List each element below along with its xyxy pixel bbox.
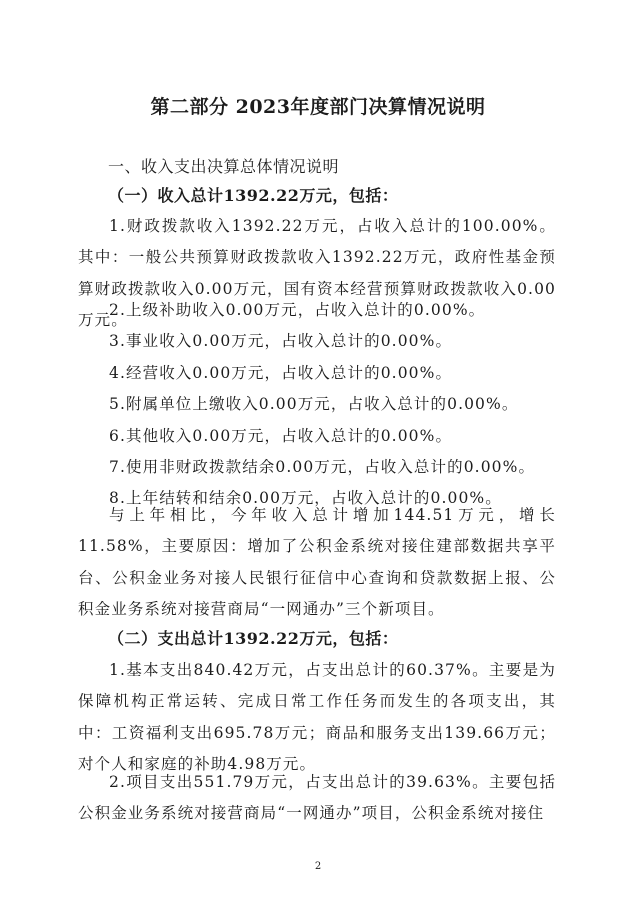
income-comparison-paragraph: 与上年相比，今年收入总计增加144.51万元，增长11.58%，主要原因：增加了公积金系统对接住建部数据共享平台、公积金业务对接人民银行征信中心查询和贷款数据上报、公积金业务系统对接营商局“一网通办”三个新项目。 (78, 506, 556, 619)
list-item: 2.上级补助收入0.00万元，占收入总计的0.00%。 (109, 301, 486, 319)
list-item: 6.其他收入0.00万元，占收入总计的0.00%。 (109, 426, 453, 445)
list-item: 5.附属单位上缴收入0.00万元，占收入总计的0.00%。 (109, 395, 519, 414)
income-heading: （一）收入总计1392.22万元，包括： (108, 186, 399, 205)
list-item: 3.事业收入0.00万元，占收入总计的0.00%。 (109, 332, 453, 351)
income-paragraph: 1.财政拨款收入1392.22万元，占收入总计的100.00%。其中：一般公共预算财政拨款收入1392.22万元，政府性基金预算财政拨款收入0.00万元，国有资本经营预算财政拨款收入0.00万元。 (78, 217, 556, 330)
list-item: 8.上年结转和结余0.00万元，占收入总计的0.00%。 (109, 489, 502, 508)
list-item: 4.经营收入0.00万元，占收入总计的0.00%。 (109, 363, 453, 382)
page-title: 第二部分 2023年度部门决算情况说明 (150, 96, 486, 118)
section-heading: 一、收入支出决算总体情况说明 (108, 157, 340, 176)
page-number: 2 (314, 861, 322, 872)
expense-heading: （二）支出总计1392.22万元，包括： (108, 629, 399, 648)
list-item: 7.使用非财政拨款结余0.00万元，占收入总计的0.00%。 (109, 458, 536, 477)
project-expense-paragraph: 2.项目支出551.79万元，占支出总计的39.63%。主要包括公积金业务系统对接营商局“一网通办”项目，公积金系统对接住 (78, 773, 556, 823)
income-list (109, 295, 535, 515)
basic-expense-paragraph: 1.基本支出840.42万元，占支出总计的60.37%。主要是为保障机构正常运转、完成日常工作任务而发生的各项支出，其中：工资福利支出695.78万元；商品和服务支出139.66万元；对个人和家庭的补助4.98万元。 (78, 661, 556, 774)
